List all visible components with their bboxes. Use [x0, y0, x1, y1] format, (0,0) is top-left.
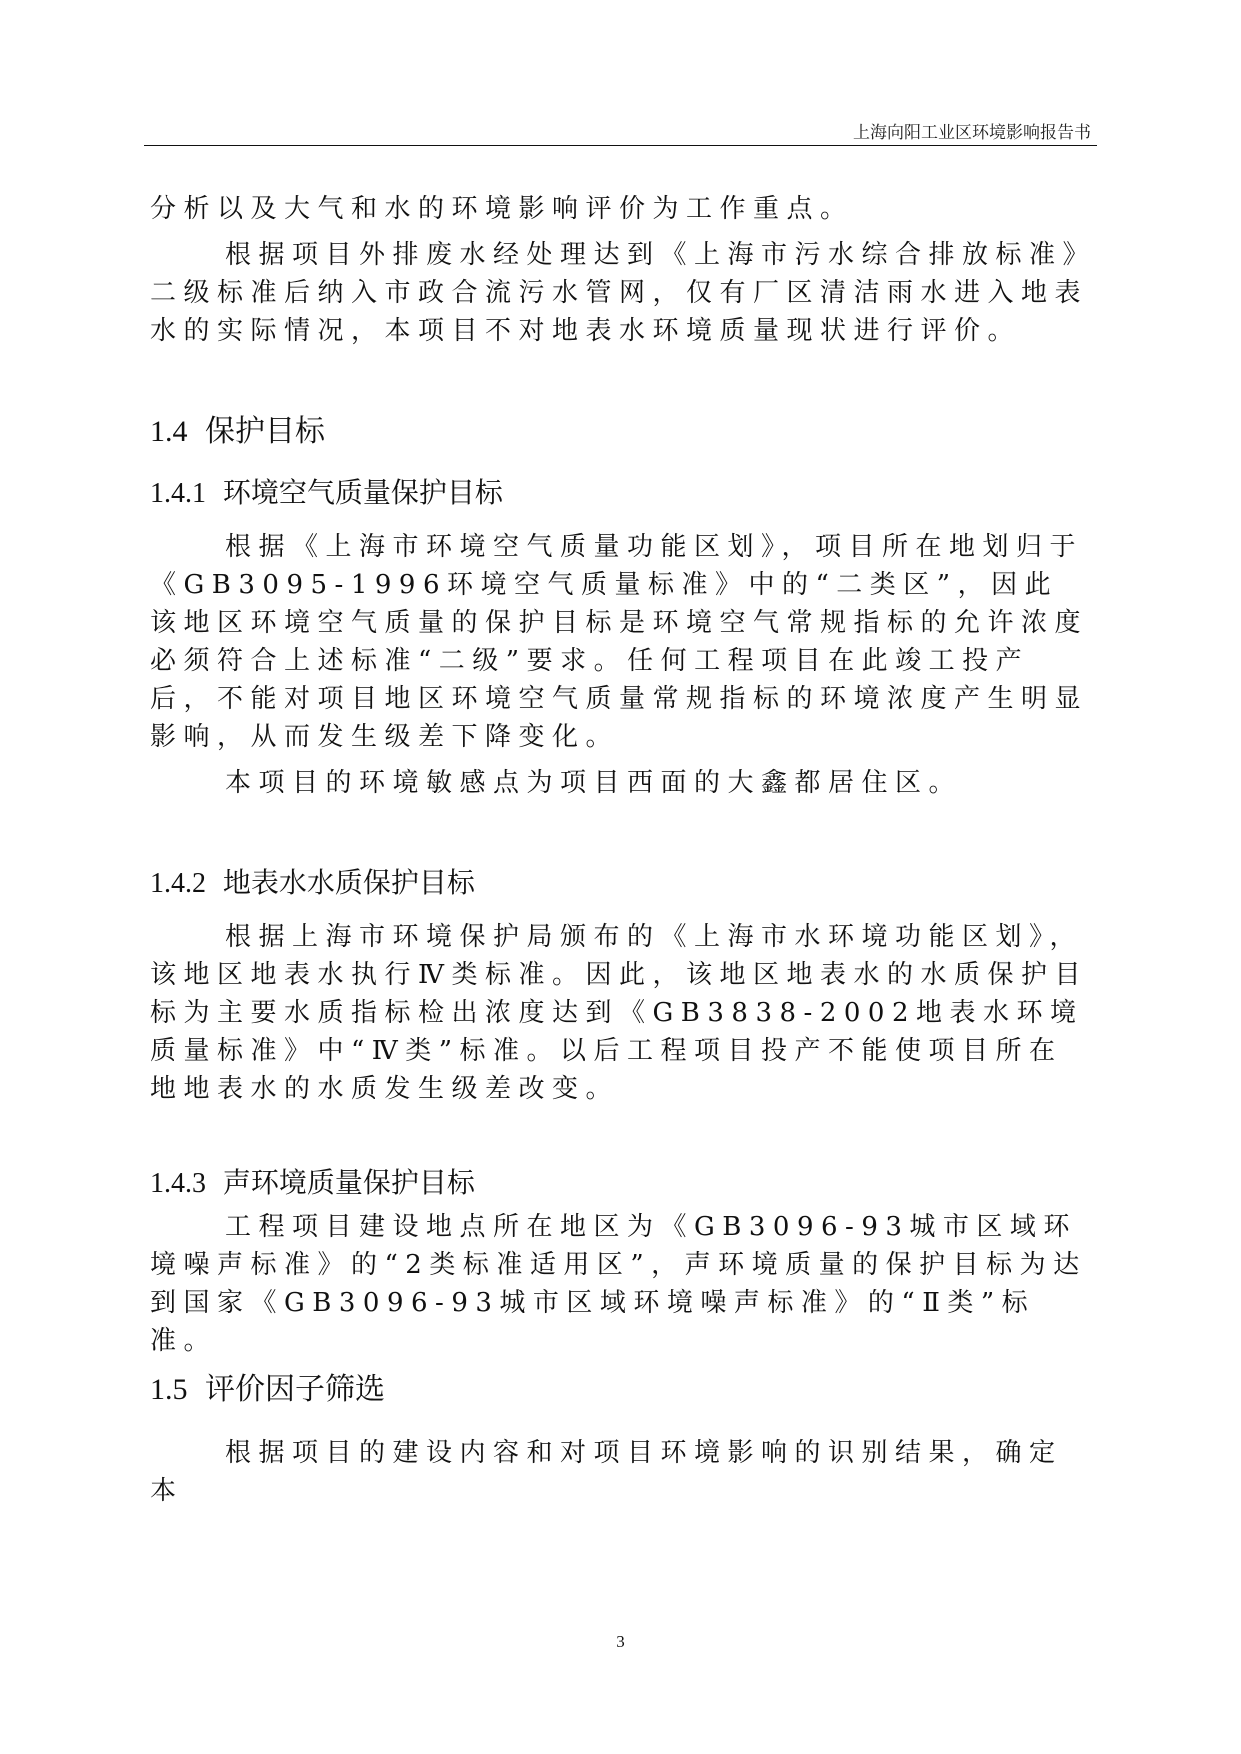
section-heading-1-4-2	[150, 862, 1090, 904]
section-number: 1.5	[150, 1373, 188, 1406]
paragraph-sensitive-point: 本项目的环境敏感点为项目西面的大鑫都居住区。	[225, 768, 963, 798]
section-heading-1-5	[150, 1368, 1090, 1412]
paragraph-noise: 工程项目建设地点所在地区为《GB3096-93城市区域环境噪声标准》的“2类标准适用区”，声环境质量的保护目标为达到国家《GB3096-93城市区域环境噪声标准》的“Ⅱ类”标准。	[150, 1212, 1087, 1356]
section-heading-1-4-1	[150, 472, 1090, 514]
paragraph-air-quality: 根据《上海市环境空气质量功能区划》，项目所在地划归于《GB3095-1996环境空气质量标准》中的“二类区”，因此该地区环境空气质量的保护目标是环境空气常规指标的允许浓度必须符合上述标准“二级”要求。任何工程项目在此竣工投产后，不能对项目地区环境空气质量常规指标的环境浓度产生明显影响，从而发生级差下降变化。	[150, 532, 1089, 752]
section-title: 声环境质量保护目标	[222, 1166, 475, 1199]
paragraph-wastewater: 根据项目外排废水经处理达到《上海市污水综合排放标准》二级标准后纳入市政合流污水管网，仅有厂区清洁雨水进入地表水的实际情况，本项目不对地表水环境质量现状进行评价。	[150, 240, 1089, 346]
section-number: 1.4.2	[150, 868, 206, 899]
section-title: 评价因子筛选	[205, 1372, 386, 1407]
document-body	[150, 190, 1090, 1518]
paragraph-factor-screening: 根据项目的建设内容和对项目环境影响的识别结果，确定本	[150, 1438, 1063, 1506]
section-title: 地表水水质保护目标	[222, 866, 475, 899]
running-header: 上海向阳工业区环境影响报告书	[853, 123, 1091, 142]
section-title: 环境空气质量保护目标	[222, 476, 503, 509]
section-number: 1.4.3	[150, 1168, 206, 1199]
section-heading-1-4-3	[150, 1162, 1090, 1204]
section-heading-1-4	[150, 410, 1090, 454]
section-number: 1.4.1	[150, 478, 206, 509]
section-title: 保护目标	[205, 414, 326, 449]
paragraph-surface-water: 根据上海市环境保护局颁布的《上海市水环境功能区划》，该地区地表水执行Ⅳ类标准。因此，该地区地表水的水质保护目标为主要水质指标检出浓度达到《GB3838-2002地表水环境质量标准》中“Ⅳ类”标准。以后工程项目投产不能使项目所在地地表水的水质发生级差改变。	[150, 922, 1088, 1104]
section-number: 1.4	[150, 415, 188, 448]
paragraph-continued: 分析以及大气和水的环境影响评价为工作重点。	[150, 194, 854, 224]
header-rule	[144, 145, 1097, 146]
page-number: 3	[616, 1632, 625, 1651]
